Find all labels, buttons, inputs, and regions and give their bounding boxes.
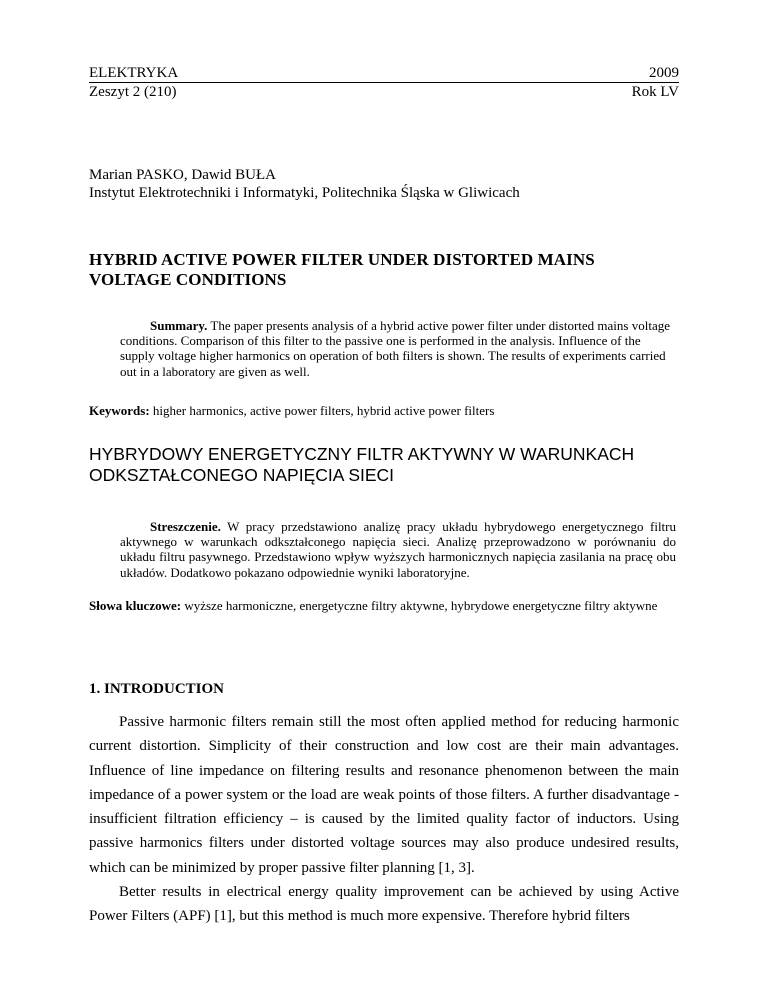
author-names: Marian PASKO, Dawid BUŁA bbox=[89, 167, 276, 183]
section-heading: 1. INTRODUCTION bbox=[89, 681, 225, 697]
summary-en bbox=[120, 318, 676, 379]
keywords-en-label: Keywords: bbox=[89, 403, 150, 418]
volume-number: Rok LV bbox=[631, 84, 679, 100]
publication-year: 2009 bbox=[649, 65, 679, 81]
title-en-line-2: VOLTAGE CONDITIONS bbox=[89, 270, 287, 289]
summary-en-label: Summary. bbox=[150, 318, 208, 333]
summary-en-text: The paper presents analysis of a hybrid active power filter under distorted mains voltage conditions. Comparison of this filter to the passive one is performed in the analysis. Influence of the supply voltage higher harmonics on operation of both filters is shown. The results of experiments carried out in a laboratory are given as well. bbox=[120, 318, 670, 379]
author-affiliation: Instytut Elektrotechniki i Informatyki, Politechnika Śląska w Gliwicach bbox=[89, 185, 520, 201]
author-block bbox=[89, 166, 520, 202]
section-body bbox=[89, 710, 679, 929]
keywords-pl-text: wyższe harmoniczne, energetyczne filtry aktywne, hybrydowe energetyczne filtry aktywne bbox=[181, 598, 658, 613]
title-pl-line-2: ODKSZTAŁCONEGO NAPIĘCIA SIECI bbox=[89, 464, 395, 485]
keywords-en bbox=[89, 403, 494, 418]
paper-title-en bbox=[89, 250, 679, 290]
issue-number: Zeszyt 2 (210) bbox=[89, 84, 177, 100]
running-header bbox=[89, 64, 679, 101]
summary-pl-text: W pracy przedstawiono analizę pracy układu hybrydowego energetycznego filtru aktywnego w warunkach odkształconego napięcia sieci. Analizę przeprowadzono w porównaniu do układu filtru pasywnego. Przedstawiono wpływ wyższych harmonicznych napięcia zasilania na pracę obu układów. Dodatkowo pokazano odpowiednie wyniki laboratoryjne. bbox=[120, 519, 676, 580]
body-paragraph-1: Passive harmonic filters remain still the most often applied method for reducing harmonic current distortion. Simplicity of their construction and low cost are their main advantages. Influence of line impedance on filtering results and resonance phenomenon between the main impedance of a power system or the load are weak points of those filters. A further disadvantage - insufficient filtration efficiency – is caused by the limited quality factor of inductors. Using passive harmonics filters under distorted voltage sources may also produce undesired results, which can be minimized by proper passive filter planning [1, 3]. bbox=[89, 714, 679, 876]
header-top-row bbox=[89, 64, 679, 83]
body-paragraph-2: Better results in electrical energy quality improvement can be achieved by using Active Power Filters (APF) [1], but this method is much more expensive. Therefore hybrid filters bbox=[89, 884, 679, 925]
keywords-pl-label: Słowa kluczowe: bbox=[89, 598, 182, 613]
keywords-pl bbox=[89, 598, 679, 613]
header-bottom-row bbox=[89, 83, 679, 101]
keywords-en-text: higher harmonics, active power filters, hybrid active power filters bbox=[149, 403, 495, 418]
summary-pl-label: Streszczenie. bbox=[150, 519, 221, 534]
title-en-line-1: HYBRID ACTIVE POWER FILTER UNDER DISTORTED MAINS bbox=[89, 250, 595, 269]
journal-name: ELEKTRYKA bbox=[89, 65, 179, 81]
summary-pl bbox=[120, 519, 676, 580]
title-pl-line-1: HYBRYDOWY ENERGETYCZNY FILTR AKTYWNY W WARUNKACH bbox=[89, 444, 635, 464]
paper-title-pl bbox=[89, 444, 689, 485]
